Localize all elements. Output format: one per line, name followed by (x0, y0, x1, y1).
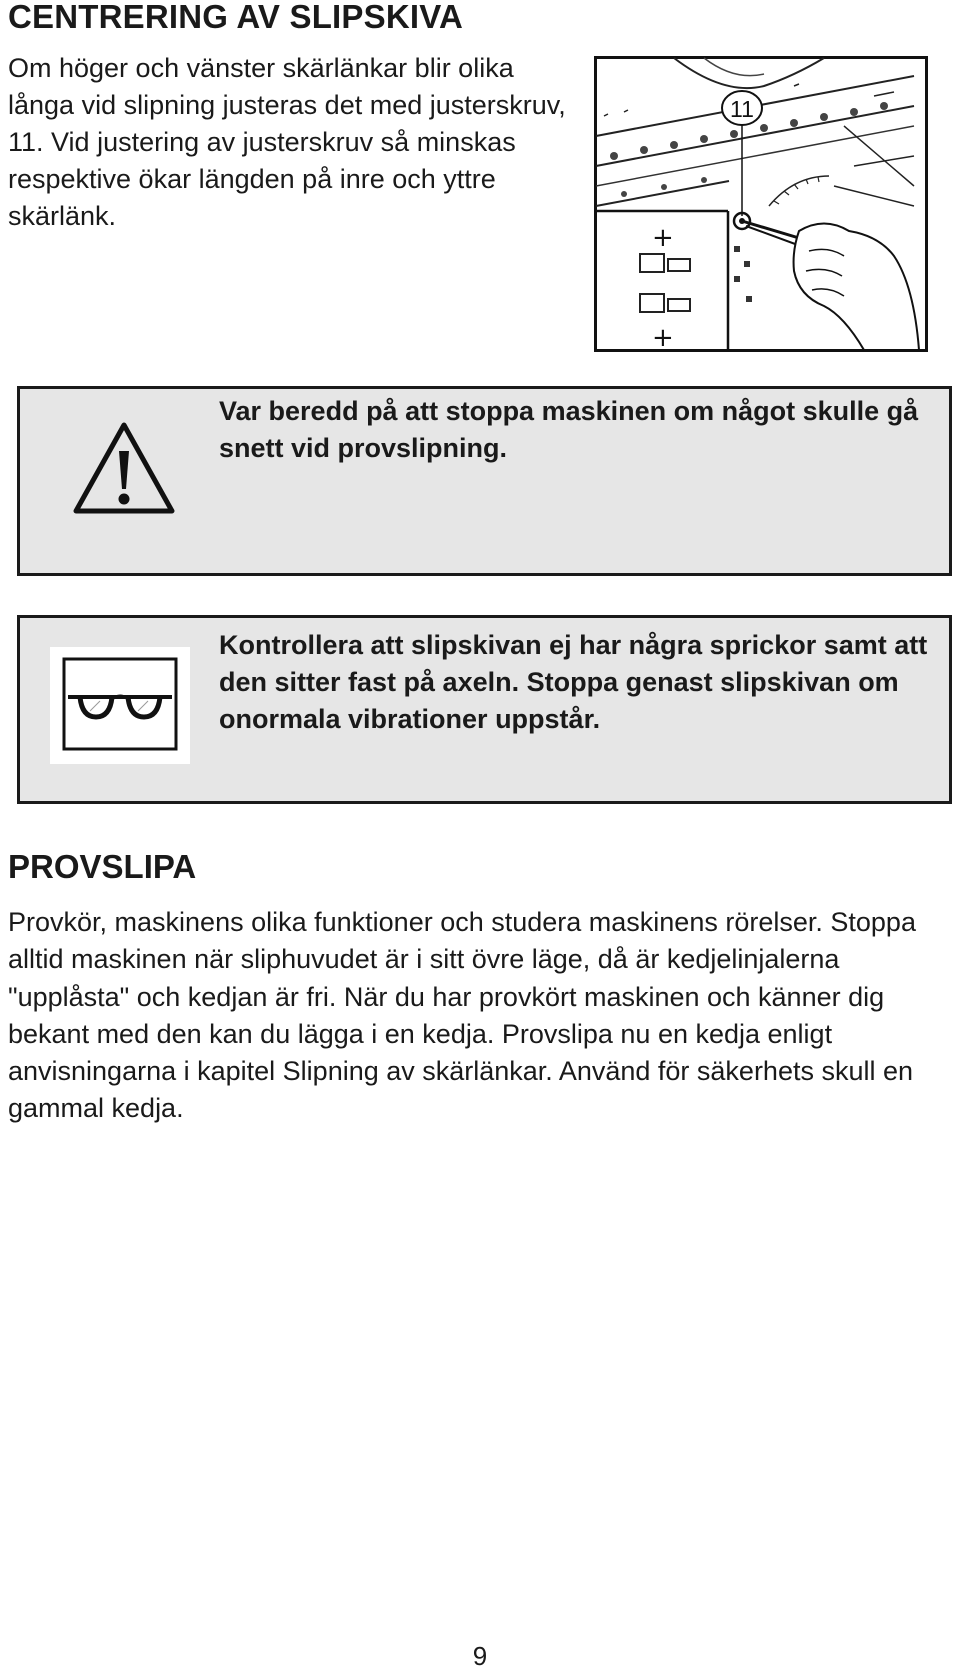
warning-notice (17, 386, 952, 576)
warning-triangle-icon (72, 421, 176, 515)
section-title-centrering: CENTRERING AV SLIPSKIVA (8, 0, 464, 35)
section-title-provslipa: PROVSLIPA (8, 848, 197, 885)
warning-text: Var beredd på att stoppa maskinen om något skulle gå snett vid provslipning. (219, 396, 919, 463)
page-number: 9 (472, 1641, 488, 1671)
plus-marker-bottom: + (652, 323, 674, 352)
eye-protection-notice (17, 615, 952, 804)
adjustment-screw-illustration (594, 56, 928, 352)
plus-marker-top: + (652, 223, 674, 253)
eye-protection-text: Kontrollera att slipskivan ej har några sprickor samt att den sitter fast på axeln. Stoppa genast slipskivan om onormala vibrationer uppstår. (219, 630, 928, 734)
safety-glasses-icon (50, 647, 190, 764)
callout-label: 11 (730, 96, 754, 122)
intro-paragraph: Om höger och vänster skärlänkar blir olika långa vid slipning justeras det med justerskruv, 11. Vid justering av justerskruv så minskas respektive ökar längden på inre och yttre skärlänk. (8, 53, 566, 231)
provslipa-paragraph: Provkör, maskinens olika funktioner och studera maskinens rörelser. Stoppa alltid maskinen när sliphuvudet är i sitt övre läge, då är kedjelinjalerna "upplåsta" och kedjan är fri. När du har provkört maskinen och känner dig bekant med den kan du lägga i en kedja. Provslipa nu en kedja enligt anvisningarna i kapitel Slipning av skärlänkar. Använd för säkerhets skull en gammal kedja. (8, 907, 916, 1124)
